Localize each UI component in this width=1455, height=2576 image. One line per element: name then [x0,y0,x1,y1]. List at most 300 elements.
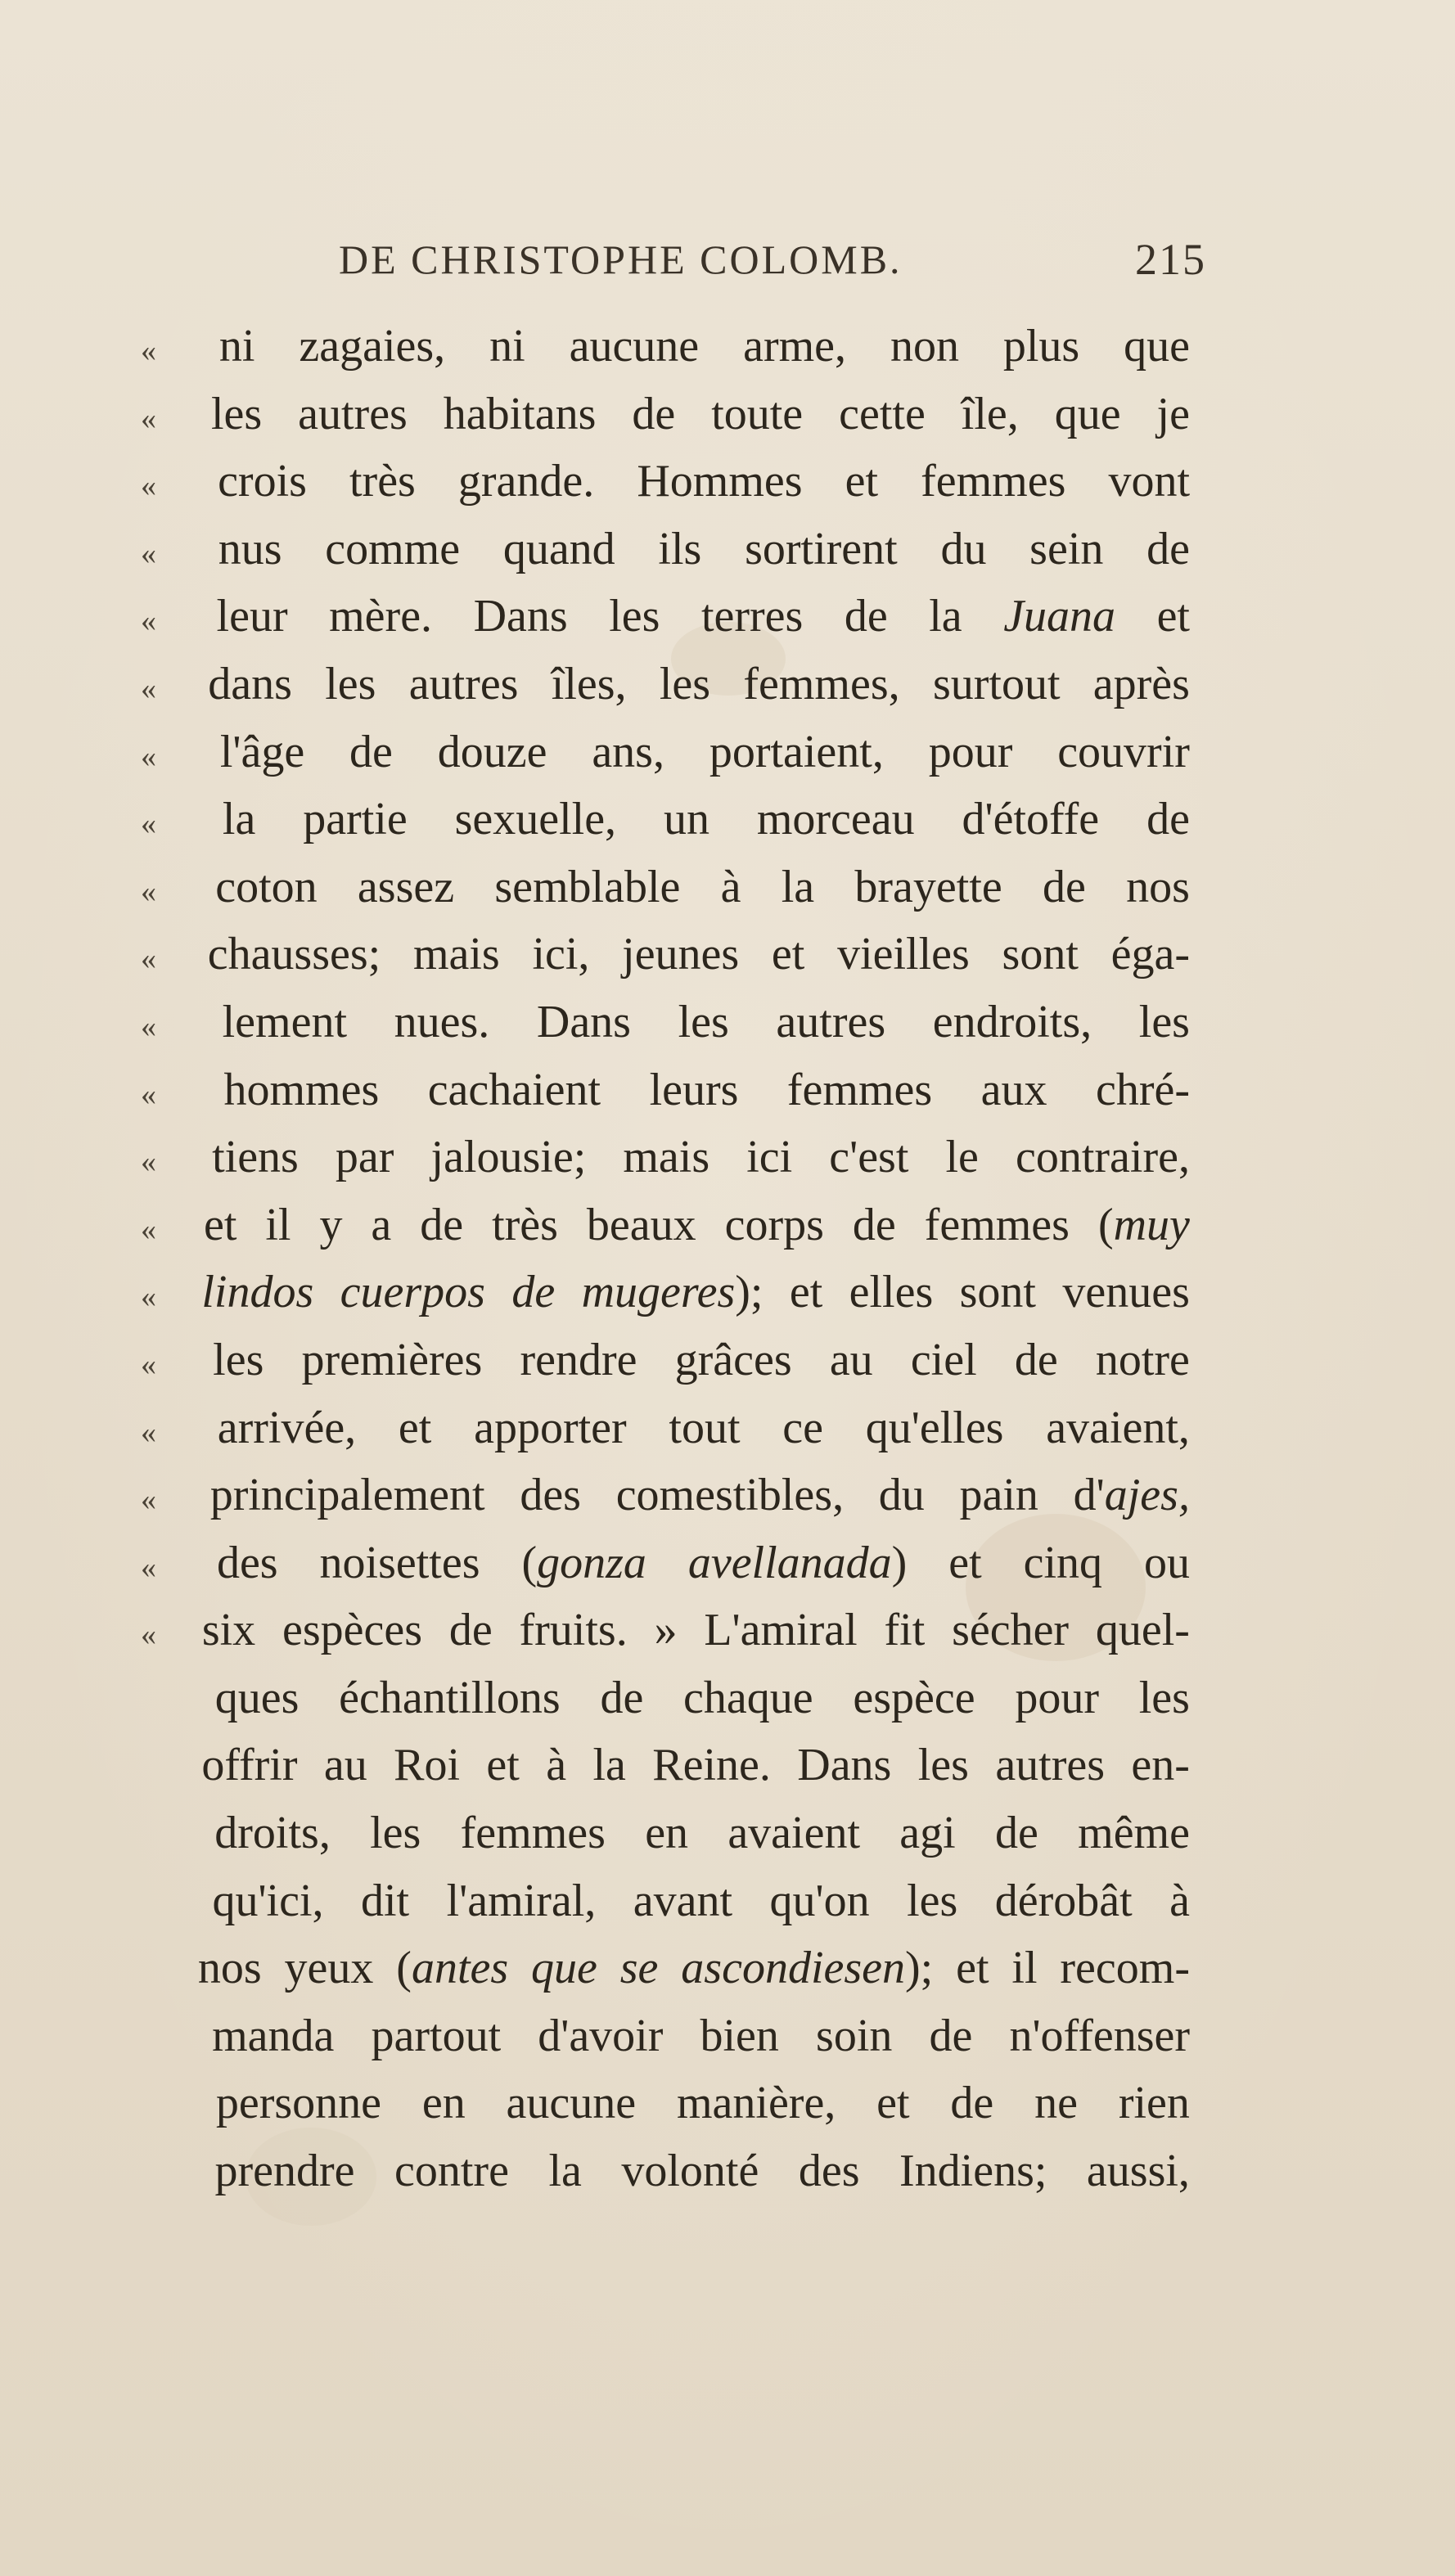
text-line [141,1799,1190,1867]
word [933,651,1061,718]
roman-text: d'étoffe [962,794,1100,845]
word [940,516,986,583]
word [1111,921,1190,989]
text-line [141,786,1190,853]
word [960,1259,1036,1326]
roman-text: droits, [214,1808,331,1859]
word [1144,1529,1190,1597]
word [995,1732,1105,1799]
word [683,1664,813,1732]
roman-text: beaux [586,1199,696,1250]
word [711,381,803,448]
roman-text: sexuelle, [454,794,617,845]
roman-text: corps [724,1199,824,1250]
roman-text: île, [961,388,1019,439]
word [339,1664,561,1732]
word [770,1867,870,1935]
text-line [141,1191,1190,1259]
word [845,583,888,651]
word [458,448,594,516]
roman-text: les [1138,1672,1190,1723]
roman-text: sont [959,1267,1036,1318]
word [1043,853,1086,921]
word [709,718,884,786]
word [623,1124,709,1191]
roman-text: aux [980,1064,1047,1115]
italic-text: cuerpos [340,1267,485,1318]
word [371,1191,391,1259]
word [743,651,899,718]
roman-text: les [659,658,711,709]
roman-text: Dans [797,1740,892,1791]
word [797,1732,891,1799]
roman-text: soin [816,2010,893,2061]
word [399,1394,431,1462]
roman-text: que [1124,321,1190,372]
italic-text: ajes, [1104,1470,1190,1521]
word [1055,381,1121,448]
roman-text: semblable [494,861,681,912]
word [215,1664,300,1732]
word [570,313,700,381]
text-line [141,989,1190,1056]
roman-text: Reine. [652,1740,771,1791]
roman-text: grande. [457,456,595,507]
roman-text: coton [215,861,318,912]
roman-text: arme, [743,321,847,372]
roman-text: sécher [952,1605,1070,1656]
roman-text: Hommes [637,456,803,507]
roman-text: recom- [1060,1943,1190,1994]
roman-text: les [1138,996,1190,1047]
word [394,2137,509,2205]
quote-mark: « [141,1483,156,1518]
roman-text: pour [1015,1672,1099,1723]
roman-text: ( [396,1943,412,1994]
roman-text: je [1156,388,1190,439]
roman-text: et [203,1199,237,1250]
roman-text: hommes [223,1064,380,1115]
roman-text: » [654,1605,678,1656]
word [704,1596,857,1664]
roman-text: et [789,1267,823,1318]
roman-text: Roi [394,1740,461,1791]
word [212,1124,299,1191]
roman-text: les [917,1740,969,1791]
body-text [141,313,1190,2205]
roman-text: pour [928,726,1013,777]
word [981,1056,1047,1124]
roman-text: pain [959,1470,1038,1521]
roman-text: volonté [621,2146,759,2197]
word [929,718,1013,786]
word [911,1326,977,1394]
word [658,516,701,583]
word [1098,1191,1190,1259]
roman-text: de [420,1199,464,1250]
italic-text: ascondiesen [681,1943,906,1994]
roman-text: la [548,2146,582,2197]
roman-text: Indiens; [899,2146,1047,2197]
roman-text: dans [208,658,292,709]
roman-text: l'amiral, [446,1875,597,1926]
quote-mark: « [141,1415,156,1450]
word [1146,516,1190,583]
roman-text: L'amiral [704,1605,858,1656]
roman-text: morceau [756,794,915,845]
word [582,1259,764,1326]
word [620,1934,659,2002]
roman-text: principalement [209,1470,485,1521]
roman-text: du [878,1470,925,1521]
word [782,853,814,921]
roman-text: à [1169,1875,1190,1926]
word [907,1867,957,1935]
word [336,1124,394,1191]
roman-text: un [663,794,709,845]
text-line [141,1056,1190,1124]
word [303,786,407,853]
roman-text: de [632,388,676,439]
italic-text: de [511,1267,556,1318]
roman-text: n'offenser [1009,2010,1190,2061]
roman-text: cachaient [427,1064,601,1115]
word [329,583,432,651]
word [799,2137,860,2205]
roman-text: aucune [569,321,700,372]
word [890,313,959,381]
text-line [141,1596,1190,1664]
roman-text: aussi, [1086,2146,1190,2197]
roman-text: et [956,1943,989,1994]
roman-text: que [1054,388,1121,439]
roman-text: partout [371,2010,502,2061]
word [1046,1394,1190,1462]
word [632,381,675,448]
roman-text: douze [437,726,547,777]
word [633,1867,732,1935]
roman-text: et [876,2078,910,2129]
word [492,1191,558,1259]
roman-text: au [323,1740,367,1791]
word [952,1596,1069,1664]
roman-text: qu'on [769,1875,870,1926]
roman-text: apporter [474,1402,627,1453]
word [669,1394,740,1462]
word [681,1934,933,2002]
italic-text: muy [1113,1199,1190,1250]
roman-text: lement [222,996,347,1047]
roman-text: en- [1131,1740,1190,1791]
italic-text: avellanada [687,1537,892,1588]
roman-text: de [349,726,393,777]
roman-text: mais [412,929,500,980]
roman-text: ( [521,1537,538,1588]
quote-mark: « [141,807,156,842]
word [537,989,631,1056]
word [1131,1732,1190,1799]
roman-text: qu'ici, [212,1875,324,1926]
word [325,651,376,718]
roman-text: les [678,996,729,1047]
roman-text: fit [884,1605,926,1656]
roman-text: de [929,2010,973,2061]
word [1108,448,1190,516]
quote-mark: « [141,469,156,504]
word [1096,1596,1190,1664]
word [444,381,597,448]
word [520,1326,637,1394]
word [217,1529,278,1597]
roman-text: des [520,1470,581,1521]
roman-text: jalousie; [430,1132,587,1183]
roman-text: non [890,321,959,372]
roman-text: des [798,2146,860,2197]
word [1029,516,1103,583]
roman-text: très [492,1199,558,1250]
word [678,989,729,1056]
roman-text: jeunes [622,929,740,980]
word [746,1124,792,1191]
roman-text: autres [298,388,408,439]
text-line [141,1326,1190,1394]
quote-mark: « [141,334,156,368]
quote-mark: « [141,671,156,706]
roman-text: aucune [506,2078,637,2129]
quote-mark: « [141,1009,156,1044]
word [1139,1664,1190,1732]
word [1126,853,1190,921]
word [622,921,739,989]
word [1015,1664,1099,1732]
roman-text: de [950,2078,994,2129]
word [995,1867,1133,1935]
word [621,2137,759,2205]
roman-text: de [1014,1334,1058,1385]
roman-text: femmes [921,456,1066,507]
word [688,1529,907,1597]
word [837,921,970,989]
roman-text: premières [301,1334,483,1385]
word [995,1799,1038,1867]
roman-text: leurs [649,1064,739,1115]
roman-text: assez [357,861,455,912]
word [302,1326,483,1394]
roman-text: le [945,1132,979,1183]
roman-text: tout [669,1402,741,1453]
word [930,2002,973,2070]
word [1093,651,1190,718]
word [420,1191,463,1259]
word [213,1326,264,1394]
roman-text: de [1146,794,1190,845]
roman-text: terres [700,591,804,642]
word [489,313,525,381]
text-line [141,448,1190,516]
word [790,1259,822,1326]
word [948,1529,981,1597]
roman-text: tiens [212,1132,299,1183]
roman-text: crois [218,456,307,507]
word [700,2002,779,2070]
word [866,1394,1004,1462]
text-line [141,2069,1190,2137]
roman-text: fruits. [519,1605,628,1656]
word [201,1732,297,1799]
word [223,786,255,853]
roman-text: sont [1002,929,1079,980]
roman-text: grâces [674,1334,792,1385]
word [216,2069,381,2137]
word [212,1867,323,1935]
word [370,1799,421,1867]
italic-text: gonza [537,1537,646,1588]
roman-text: mais [623,1132,710,1183]
roman-text: de [844,591,888,642]
word [849,1259,934,1326]
word [220,718,304,786]
quote-mark: « [141,536,156,571]
text-line [141,1732,1190,1799]
quote-mark: « [141,1550,156,1585]
word [1157,381,1190,448]
roman-text: les [370,1808,421,1859]
roman-text: ni [489,321,525,372]
word [455,786,616,853]
word [899,1799,955,1867]
word [945,1124,978,1191]
roman-text: leur [216,591,288,642]
roman-text: femmes [786,1064,933,1115]
word [215,853,317,921]
word [298,381,408,448]
roman-text: chausses; [207,929,381,980]
text-line [141,1529,1190,1597]
roman-text: manière, [676,2078,836,2129]
word [210,1461,485,1529]
word [285,1934,374,2002]
roman-text: dérobât [994,1875,1133,1926]
word [1060,1934,1190,2002]
roman-text: a [371,1199,392,1250]
text-line [141,2002,1190,2070]
roman-text: du [940,523,987,574]
word [532,921,589,989]
roman-text: même [1078,1808,1190,1859]
word [548,2137,581,2205]
text-line [141,1259,1190,1326]
roman-text: avant [633,1875,733,1926]
roman-text: la [781,861,815,912]
word [358,853,454,921]
roman-text: après [1092,658,1190,709]
roman-text: qu'elles [865,1402,1004,1453]
word [1096,1326,1190,1394]
word [282,1596,422,1664]
roman-text: yeux [284,1943,374,1994]
word [637,448,802,516]
text-line [141,583,1190,651]
roman-text: espèce [853,1672,975,1723]
word [1078,1799,1190,1867]
word [1003,313,1079,381]
word [1024,1529,1102,1597]
roman-text: autres [995,1740,1106,1791]
word [660,651,710,718]
word [519,1596,627,1664]
roman-text: ni [218,321,255,372]
word [830,1326,873,1394]
roman-text: de [1043,861,1086,912]
word [422,2069,466,2137]
word [721,853,741,921]
italic-text: antes [411,1943,509,1994]
word [600,1664,643,1732]
text-line [141,921,1190,989]
text-line [141,1867,1190,1935]
word [1119,2069,1190,2137]
roman-text: ans, [592,726,664,777]
roman-text: plus [1002,321,1080,372]
word [447,1867,597,1935]
word [340,1259,485,1326]
word [854,853,1002,921]
word [520,1461,581,1529]
roman-text: à [546,1740,567,1791]
word [1157,583,1190,651]
quote-mark: « [141,1145,156,1180]
quote-mark: « [141,739,156,774]
word [215,2137,355,2205]
word [845,448,878,516]
word [1062,1259,1190,1326]
word [745,516,898,583]
roman-text: quel- [1095,1605,1190,1656]
word [899,2137,1047,2205]
roman-text: comestibles, [615,1470,845,1521]
roman-text: comme [325,523,461,574]
word [876,2069,909,2137]
word [853,1664,975,1732]
word [592,1732,625,1799]
quote-mark: « [141,1347,156,1382]
roman-text: six [201,1605,256,1656]
word [645,1799,688,1867]
roman-text: en [645,1808,689,1859]
roman-text: cette [839,388,926,439]
roman-text: rien [1118,2078,1190,2129]
roman-text: Dans [536,996,631,1047]
word [394,989,490,1056]
word [962,381,1019,448]
word [1009,2002,1190,2070]
word [918,1732,969,1799]
roman-text: portaient, [709,726,884,777]
word [507,2069,637,2137]
word [324,1732,367,1799]
roman-text: les [325,658,376,709]
roman-text: femmes, [743,658,900,709]
word [211,381,262,448]
word [772,921,804,989]
roman-text: les [609,591,660,642]
roman-text: contre [394,2146,509,2197]
word [782,1394,823,1462]
word [223,1056,379,1124]
roman-text: femmes [460,1808,606,1859]
roman-text: cinq [1023,1537,1103,1588]
roman-text: les [213,1334,264,1385]
